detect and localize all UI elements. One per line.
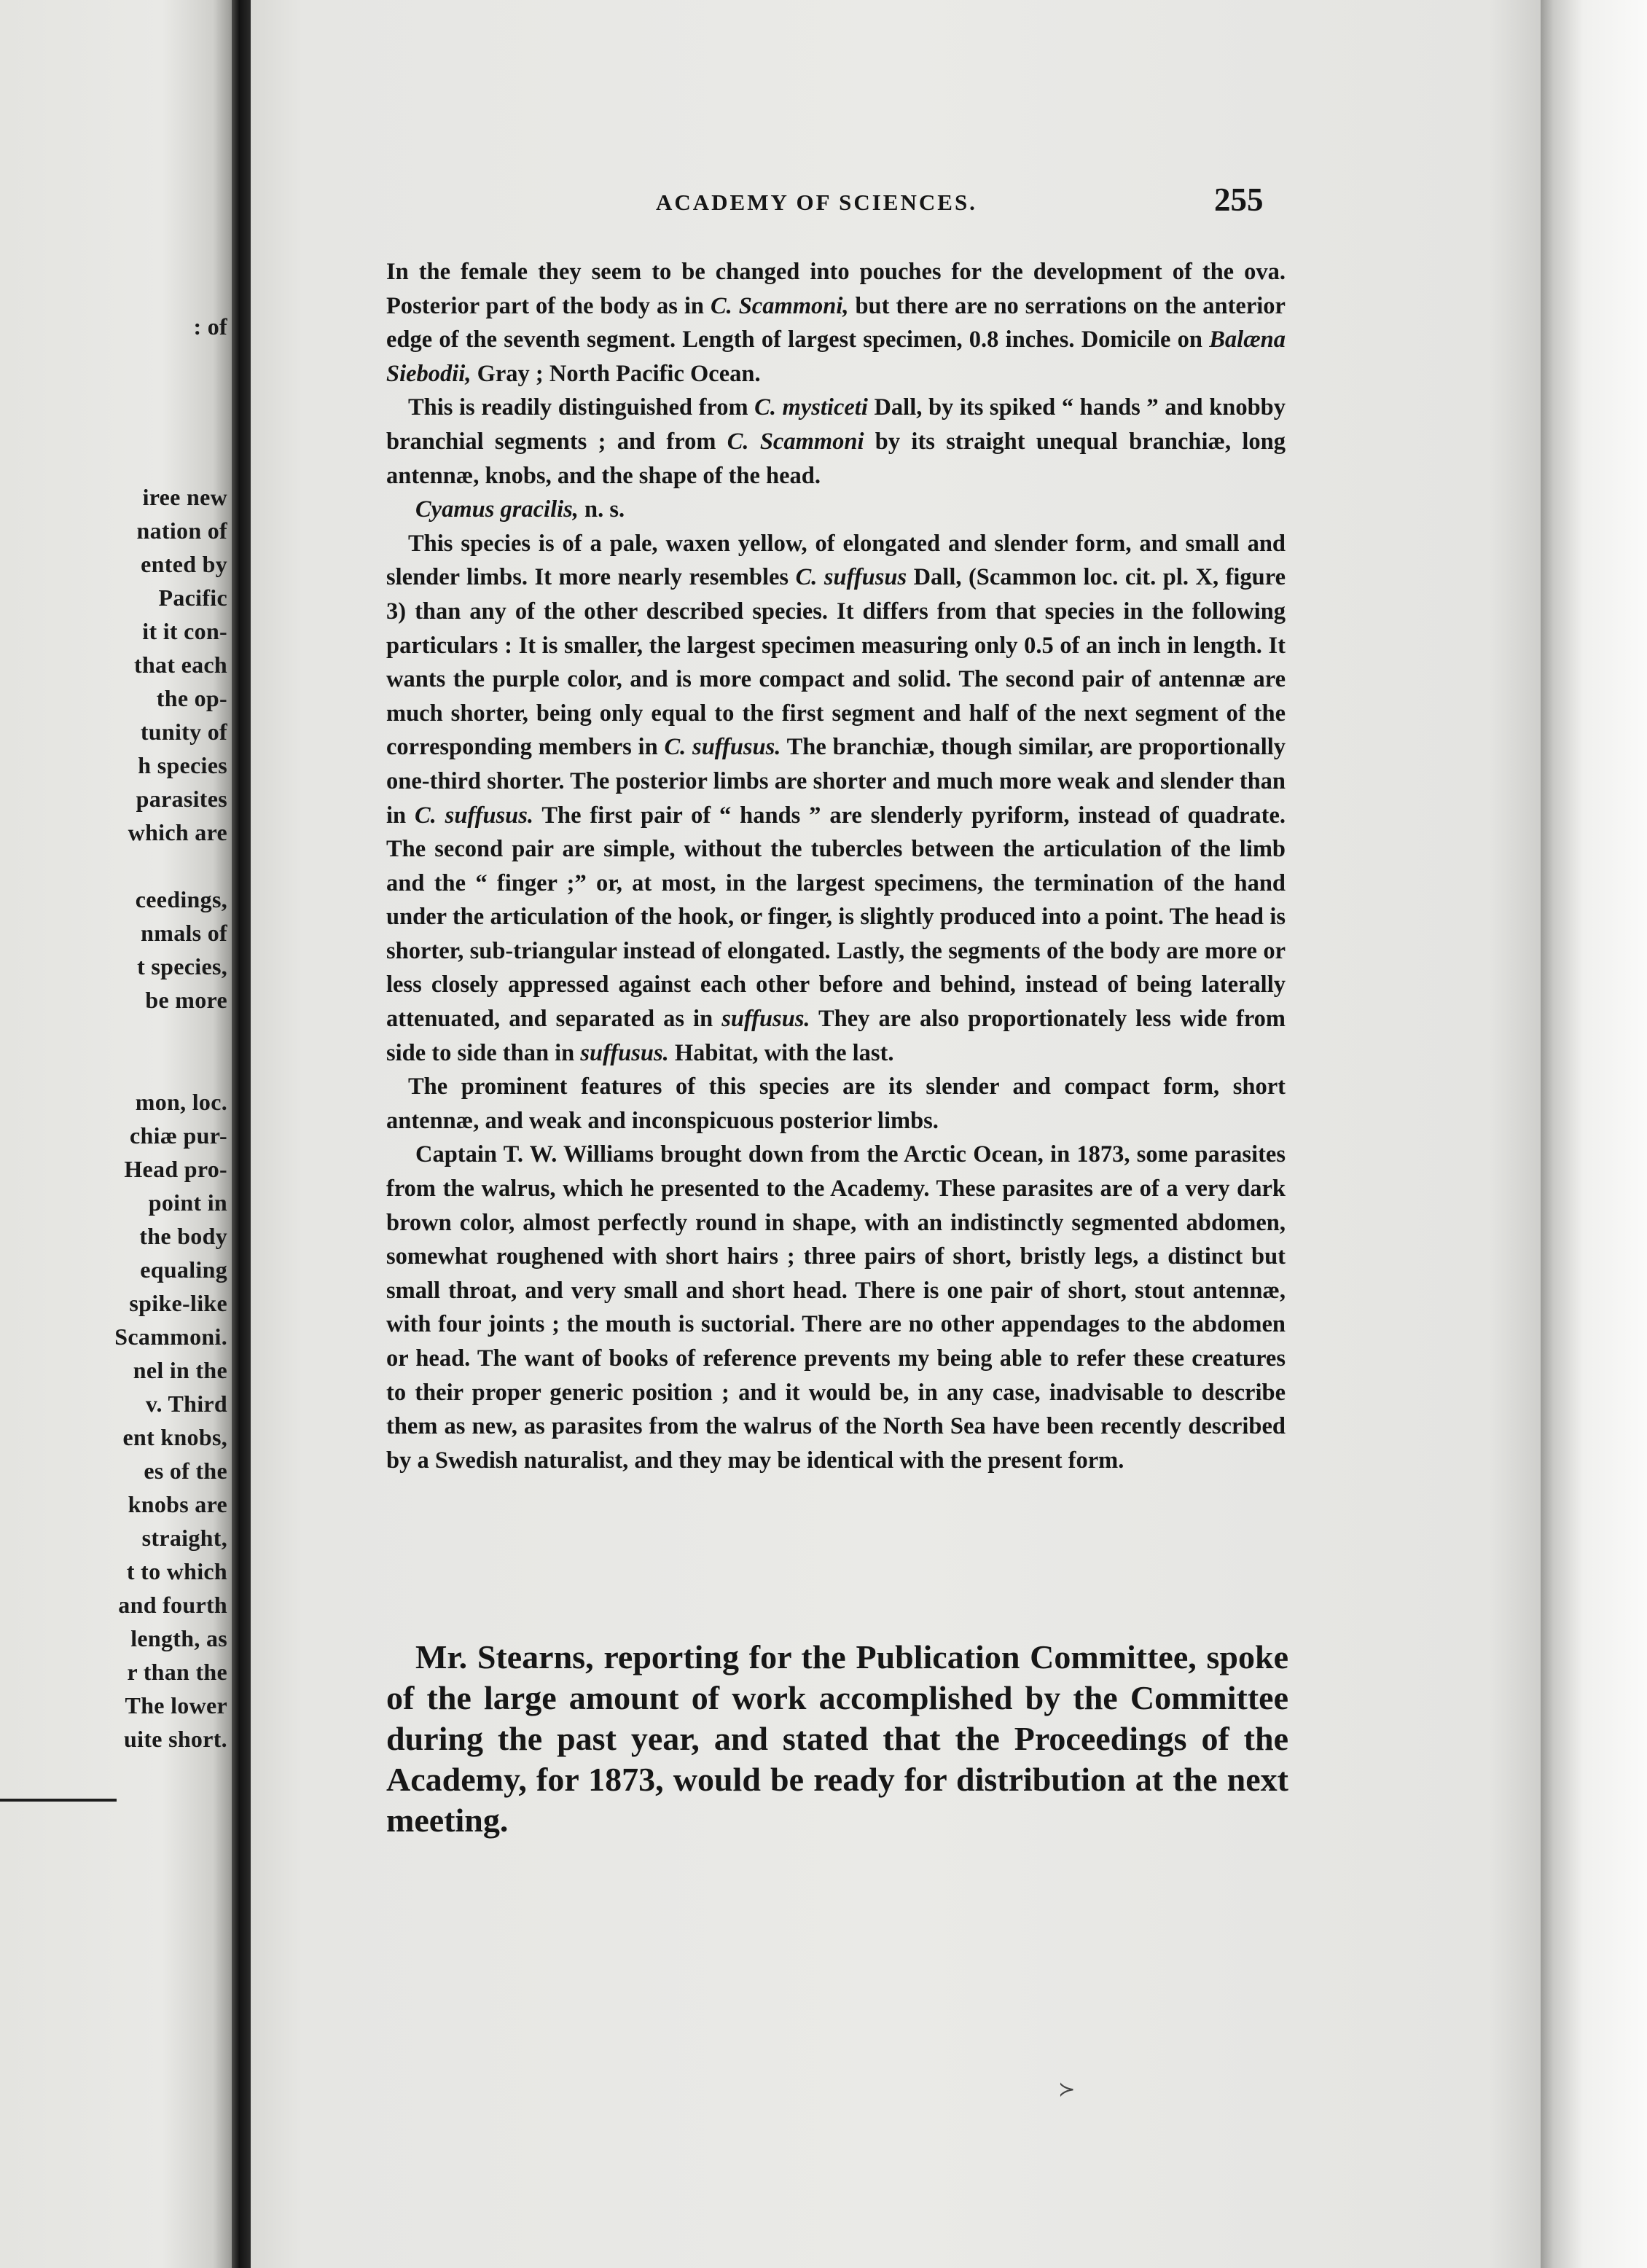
paragraph-text: Gray ; North Pacific Ocean.	[471, 360, 761, 387]
facing-page-fragment	[0, 0, 232, 2268]
paragraph-text: This species is of a pale, waxen yellow, of elongated and slender form, and small and slender limbs. It more nearly resembles	[386, 530, 1286, 591]
facing-page-line: the body	[139, 1223, 227, 1249]
facing-page-line: that each	[133, 652, 227, 678]
paragraph-text: The branchiæ, though similar, are proportionally one-third shorter. The posterior limbs are shorter and much more weak and slender than in	[386, 734, 1286, 829]
facing-page-line: v. Third	[145, 1391, 227, 1417]
committee-report-text: Mr. Stearns, reporting for the Publication Committee, spoke of the large amount of work accomplished by the Committee during the past year, and stated that the Proceedings of the Academy, for 1873, would be ready for distribution at the next meeting.	[386, 1638, 1288, 1839]
facing-page-line: ent knobs,	[122, 1424, 227, 1450]
paragraph-6: Captain T. W. Williams brought down from the Arctic Ocean, in 1873, some parasites from the walrus, which he presented to the Academy. These parasites are of a very dark brown color, almost perfectly round in shape, with an indistinctly segmented abdomen, somewhat roughened with short hairs ; three pairs of short, bristly legs, a distinct but small throat, and very small and short head. There is one pair of short, stout antennæ, with four joints ; the mouth is suctorial. There are no other appendages to the abdomen or head. The want of books of reference prevents my being able to refer these creatures to their proper generic position ; and it would be, in any case, inadvisable to describe them as new, as parasites from the walrus of the North Sea have been recently described by a Swedish naturalist, and they may be identical with the present form.	[386, 1141, 1286, 1474]
paragraph-text: Dall, (Scammon loc. cit. pl. X, figure 3) than any of the other described species. It differs from that species in the following particulars : It is smaller, the largest specimen measuring only 0.5 of an inch in length. It wants the purple color, and is more compact and solid. The second pair of antennæ are much shorter, being only equal to the first segment and half of the next segment of the corresponding members in	[386, 564, 1286, 761]
paragraph-5: The prominent features of this species are its slender and compact form, short antennæ, and weak and inconspicuous posterior limbs.	[386, 1074, 1286, 1134]
facing-page-line: and fourth	[118, 1592, 227, 1618]
facing-page-line: uite short.	[124, 1726, 227, 1752]
running-head: ACADEMY OF SCIENCES.	[656, 189, 977, 215]
paragraph-text: Dall, by its spiked “ hands ” and knobby branchial segments ; and from	[386, 394, 1286, 455]
facing-page-line: point in	[148, 1189, 227, 1216]
facing-page-line: nmals of	[141, 920, 227, 946]
paragraph-4	[386, 527, 1286, 1071]
body-text	[386, 255, 1286, 1477]
facing-page-line: h species	[138, 752, 227, 778]
facing-page-line: the op-	[156, 685, 227, 711]
facing-page-line: spike-like	[129, 1290, 227, 1316]
facing-page-line: t species,	[137, 953, 227, 979]
facing-page-line: length, as	[130, 1625, 227, 1651]
facing-page-line: ceedings,	[135, 886, 227, 912]
paragraph-text: Habitat, with the last.	[668, 1039, 894, 1066]
taxon-name: C. suffusus	[795, 564, 907, 591]
facing-page-line: parasites	[136, 786, 227, 812]
facing-page-line: : of	[193, 313, 227, 340]
facing-page-line: Pacific	[158, 584, 227, 611]
taxon-name: suffusus.	[580, 1039, 669, 1066]
facing-page-line: ented by	[141, 551, 227, 577]
paragraph-text: The first pair of “ hands ” are slenderly pyriform, instead of quadrate. The second pair are simple, without the tubercles between the articulation of the limb and the “ finger ;” or, at most, in the largest specimens, the termination of the hand under the articulation of the hook, or finger, is slightly produced into a point. The head is shorter, sub-triangular instead of elongated. Lastly, the segments of the body are more or less closely appressed against each other before and behind, instead of being laterally attenuated, and separated as in	[386, 802, 1286, 1033]
facing-page-line: nation of	[136, 517, 227, 544]
facing-page-line: mon, loc.	[135, 1089, 227, 1115]
paragraph-1	[386, 255, 1286, 391]
page-edge	[1541, 0, 1647, 2268]
paragraph-text: but there are no serrations on the anterior edge of the seventh segment. Length of largest specimen, 0.8 inches. Domicile on	[386, 292, 1286, 353]
printer-mark: ≻	[1058, 2079, 1076, 2101]
facing-page-line: chiæ pur-	[130, 1122, 227, 1149]
facing-page-line: straight,	[141, 1525, 227, 1551]
facing-page-line: Head pro-	[124, 1156, 227, 1182]
facing-page-line: equaling	[140, 1256, 227, 1283]
book-gutter	[232, 0, 251, 2268]
species-name: Cyamus gracilis,	[415, 496, 579, 523]
paragraph-text: by its straight unequal branchiæ, long antennæ, knobs, and the shape of the head.	[386, 428, 1286, 489]
facing-page-line: tunity of	[140, 719, 227, 745]
taxon-name: suffusus.	[721, 1006, 810, 1033]
facing-page-line: it it con-	[142, 618, 227, 644]
facing-page-line: Scammoni.	[114, 1323, 227, 1350]
facing-page-line: es of the	[144, 1458, 227, 1484]
taxon-name: C. suffusus.	[664, 734, 781, 761]
taxon-name: C. Scammoni,	[710, 292, 849, 319]
committee-report	[386, 1637, 1288, 1841]
facing-page-line: iree new	[142, 484, 227, 510]
species-heading	[386, 493, 1286, 527]
taxon-name: C. Scammoni	[727, 428, 864, 455]
paragraph-text: They are also proportionately less wide from side to side than in	[386, 1006, 1286, 1066]
facing-page-line: t to which	[126, 1558, 227, 1584]
taxon-name: Balæna Siebodii,	[386, 326, 1286, 387]
facing-page-line: be more	[145, 987, 227, 1013]
facing-page-line: which are	[128, 819, 227, 845]
species-note: n. s.	[578, 496, 625, 523]
facing-page-line: knobs are	[128, 1491, 227, 1517]
taxon-name: C. suffusus.	[415, 802, 534, 829]
facing-page-line: r than the	[127, 1659, 227, 1685]
paragraph-2	[386, 391, 1286, 493]
page-number: 255	[1214, 181, 1264, 218]
facing-page-rule	[0, 1799, 117, 1802]
paragraph-text: In the female they seem to be changed into pouches for the development of the ova. Posterior part of the body as in	[386, 259, 1286, 319]
taxon-name: C. mysticeti	[754, 394, 868, 421]
facing-page-line: nel in the	[133, 1357, 227, 1383]
facing-page-line: The lower	[125, 1692, 227, 1718]
paragraph-text: This is readily distinguished from	[408, 394, 755, 421]
